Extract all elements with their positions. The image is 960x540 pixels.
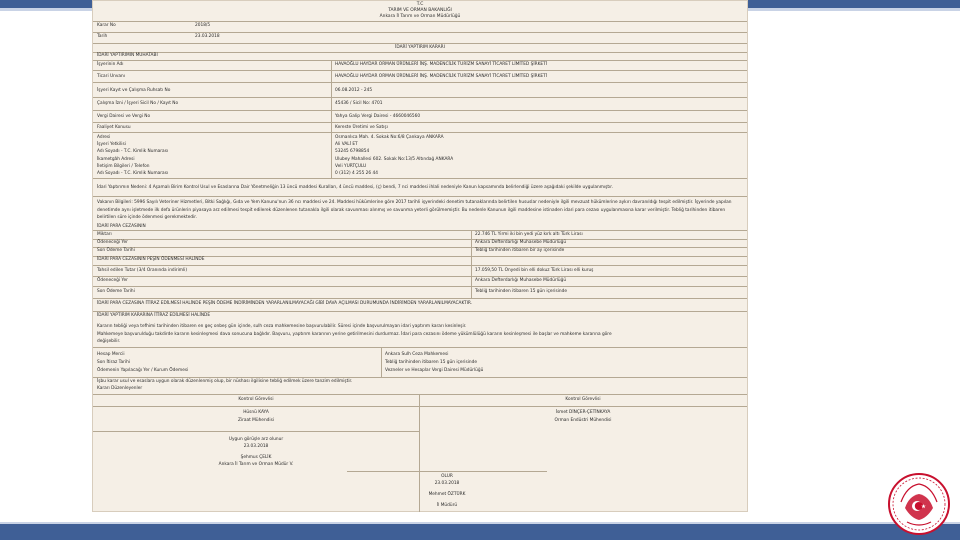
sig-mid-role: Ankara İl Tarım ve Orman Müdür V. [218,462,294,467]
bottom-accent-bar [0,522,960,540]
sig-left-name: Hüsnü KAYA [243,410,269,415]
objection-line-3: değişebilir. [97,339,121,344]
objection-title: İDARİ YAPTIRIM KARARINA İTİRAZ EDİLMESİ HALİNDE [97,313,211,318]
sig-mid-label: Uygun görüşle arz olunur [228,437,284,442]
fine-section-title: İDARİ PARA CEZASININ [97,224,146,229]
approve-label: OLUR [441,474,453,479]
tarih-value: 23.03.2018 [195,34,220,39]
value-ikametgah: Ulubey Mahallesi 602. Sokak No:13/5 Altındağ ANKARA [335,156,454,162]
bank-label-odeme: Ödemenin Yapılacağı Yer / Kurum Ödemesi [97,368,189,373]
peşin-warning-text: İDARİ PARA CEZASINA İTİRAZ EDİLMESİ HALİNDE PEŞİN ÖDEME İNDİRİMİNDEN YARARLANILMAYACAĞI GİBİ DAVA AÇILMASI DURUMUNDA İNDİRİMDEN YARARLANILMAYACAKTIR. [97,301,473,306]
objection-line-2: Mahkemeye başvurulduğu takdirde kararın kesinleşmesi dava sonucuna bağlıdır. Başvuru, yaptırım kararının yerine getirilmesini durdurmaz. İdari para cezasını ödeme yükümlülüğü kararın kesinleşmesi ile başlar ve mahkeme kararına göre [97,331,612,337]
legal-basis-text: İdari Yaptırımın Nedeni: 4 Aşamalı Birim Kontrol Usul ve Esaslarına Dair Yönetmeliğin 13 üncü maddesi Kuralları, 4 üncü maddesi, (ç) bendi, 7 nci maddesi ihlali nedeniyle Kanun kapsamında belirlendiği üzere aşağıdaki şekilde uygulanmıştır. [97,185,614,190]
bank-label-itiraz: Son İtiraz Tarihi [97,360,131,365]
field-value-isyeri-adi: HAVAOĞLU HAYDAR ORMAN ÜRÜNLERİ İNŞ. MADENCİLİK TURİZM SANAYİ TİCARET LİMİTED ŞİRKETİ [335,62,548,67]
field-label-sicil-no: Çalışma İzni / İşyeri Sicil No / Kayıt No [97,101,179,106]
discount-value-yer: Ankara Defterdarlığı Muhasebe Müdürlüğü [475,278,567,283]
sig-left-title: Kontrol Görevlisi [238,397,274,402]
value-yetkili: Ali VALİ ET [335,142,358,148]
field-value-faaliyet: Kereste Üretimi ve Satışı [335,125,388,130]
discount-section-title: İDARİ PARA CEZASININ PEŞİN ÖDENMESİ HALİNDE [97,257,205,262]
field-label-faaliyet: Faaliyet Konusu [97,125,131,130]
fine-label-yer: Ödeneceği Yer [97,240,128,245]
approve-name: Mehmet ÖZTÜRK [428,492,466,497]
approve-date: 23.03.2018 [434,481,460,486]
bank-value-itiraz: Tebliğ tarihinden itibaren 15 gün içerisinde [385,360,478,365]
objection-line-1: Kararın tebliği veya tefhimi tarihinden itibaren en geç onbeş gün içinde, sulh ceza mahkemesine başvurulabilir. Süresi içinde başvurulmayan idari yaptırım kararı kesinleşir. [97,324,467,329]
bank-label-mercii: Hesap Mercii [97,352,125,357]
fine-value-tarih: Tebliğ tarihinden itibaren bir ay içerisinde [475,248,565,253]
document-header [93,1,747,20]
sig-right-title: Kontrol Görevlisi [565,397,601,402]
ministry-emblem-logo [887,472,951,536]
footer-note-2: Kararı Düzenleyenler [97,386,143,391]
case-description-text: Vakanın Bilgileri: 5996 Sayılı Veteriner Hizmetleri, Bitki Sağlığı, Gıda ve Yem Kanunu'nun 36 ncı maddesi ve 24. Maddesi hükümlerine göre 2017 tarihli işyerindeki denetim tutanaklarında belirtilen hususlar nedeniyle ilgili mevzuat hükümlerine aykırı davranıldığı tespit edilmiştir. İşyerinde yapılan denetimde aynı işletmede ilk defa ürünlerin piyasaya arz edilmesi tespit edilerek düzenlenen tutanakla ilgili olarak savunması alınmış ve savunma yeterli görülmemiştir. Bu nedenle Kanunun ilgili maddesine istinaden idari para cezası uygulanmasına karar verilmiştir. Tebliğ tarihinden itibaren belirtilen süre içinde ödenmesi gerekmektedir. [97,200,732,221]
value-tc-1: 53245 6798854 [335,149,370,155]
sig-left-role: Ziraat Mühendisi [237,418,275,423]
field-value-ticari-unvan: HAVAOĞLU HAYDAR ORMAN ÜRÜNLERİ İNŞ. MADENCİLİK TURİZM SANAYİ TİCARET LİMİTED ŞİRKETİ [335,74,548,79]
footer-note: İşbu karar usul ve esaslara uygun olarak düzenlenmiş olup, bir nüshası ilgilisine tebliğ edilmek üzere tanzim edilmiştir. [97,379,353,384]
decision-title: İDARİ YAPTIRIM KARARI [395,45,445,50]
contact-labels [97,134,168,177]
header-line-1: T.C [416,2,424,7]
sig-mid-date: 23.03.2018 [243,444,269,449]
tarih-label: Tarih [97,34,108,39]
section-muhatap-title: İDARİ YAPTIRIMIN MUHATABI [97,53,158,58]
label-ikametgah: İkametgâh Adresi [97,156,135,162]
discount-label-yer: Ödeneceği Yer [97,278,128,283]
header-line-2: TARIM VE ORMAN BAKANLIĞI [388,8,452,13]
field-value-vergi: Yahya Galip Vergi Dairesi - 4660046560 [335,114,421,119]
value-tc-2: 0 (312) 4 255 26 44 [335,171,378,177]
label-iletisim: İletişim Bilgileri / Telefon [97,163,150,169]
field-label-ticari-unvan: Ticari Unvanı [97,74,125,79]
field-value-sicil-no: 45436 / Sicil No: 4701 [335,101,383,106]
karar-no-value: 2018/5 [195,23,211,28]
value-iletisim: Veli YURTÇULU [335,163,367,169]
header-line-3: Ankara İl Tarım ve Orman Müdürlüğü [379,14,461,19]
fine-value-yer: Ankara Defterdarlığı Muhasebe Müdürlüğü [475,240,567,245]
field-label-ruhsat-no: İşyeri Kayıt ve Çalışma Ruhsatı No [97,88,171,93]
discount-value-tarih: Tebliğ tarihinden itibaren 15 gün içerisinde [475,289,568,294]
discount-value-tutar: 17.059,50 TL Onyedi bin elli dokuz Türk Lirası elli kuruş [475,268,594,273]
karar-no-label: Karar No [97,23,116,28]
field-label-vergi: Vergi Dairesi ve Vergi No [97,114,151,119]
fine-value-miktar: 22.746 TL Yirmi iki bin yedi yüz kırk altı Türk Lirası [475,232,583,237]
label-yetkili: İşyeri Yetkilisi [97,142,126,148]
fine-label-tarih: Son Ödeme Tarihi [97,248,135,253]
bank-value-mercii: Ankara Sulh Ceza Mahkemesi [385,352,449,357]
field-label-isyeri-adi: İşyerinin Adı [97,62,124,67]
sig-right-name: İsmet DİNÇER-ÇETİNKAYA [555,410,611,415]
fine-label-miktar: Miktarı [97,232,112,237]
label-adres: Adresi [97,135,111,140]
label-adsoyad-1: Adı Soyadı - T.C. Kimlik Numarası [97,149,169,155]
discount-label-tutar: Tahsil edilen Tutar (3/4 Oranında indirimli) [97,268,188,273]
value-adres: Osmanlıca Mah. 4. Sokak No:6/8 Çankaya ANKARA [335,135,444,140]
contact-values [335,134,453,177]
bank-value-odeme: Vezneler ve Hesaplar Vergi Dairesi Müdürlüğü [385,368,484,373]
decision-document [92,0,748,512]
discount-label-tarih: Son Ödeme Tarihi [97,289,135,294]
label-adsoyad-2: Adı Soyadı - T.C. Kimlik Numarası [97,171,169,177]
approve-role: İl Müdürü [436,503,458,508]
field-value-ruhsat-no: 06.08.2012 - 245 [335,88,373,93]
sig-mid-name: Şehmus ÇELİK [240,455,272,460]
objection-text [97,323,745,346]
sig-right-role: Orman Endüstri Mühendisi [554,418,612,423]
